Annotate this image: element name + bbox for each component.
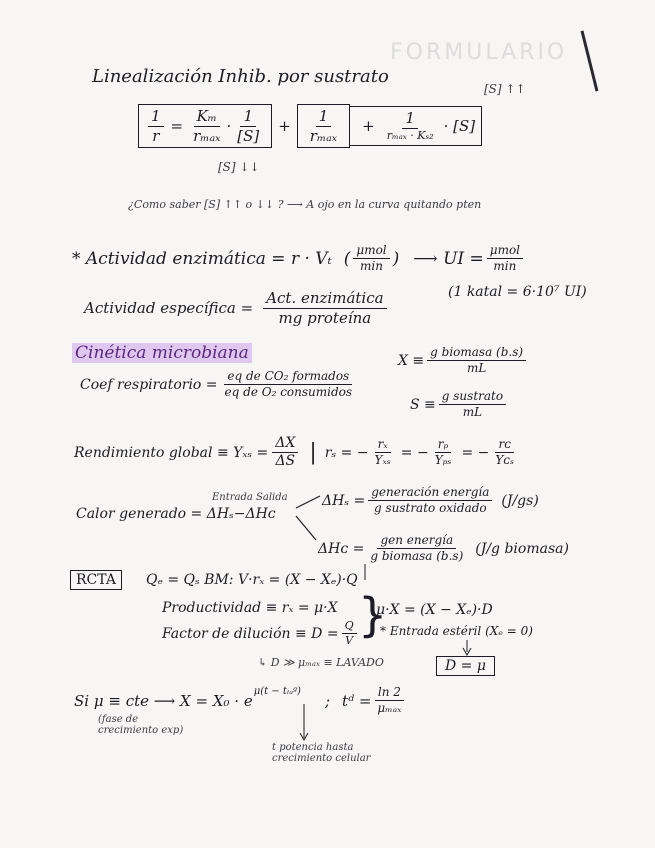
eq-dot: ·: [226, 117, 232, 135]
x-num: g biomasa (b.s): [427, 346, 526, 361]
si-lhs: Si μ ≡ cte ⟶ X = X₀ · e: [74, 691, 253, 710]
eq-s: [S]: [237, 126, 260, 145]
rc: rᴄ: [495, 438, 513, 453]
especifica-lhs: Actividad específica =: [84, 299, 254, 317]
entrada-salida-labels: Entrada Salida: [212, 492, 288, 503]
tlag-note: t potencia hasta crecimiento celular: [272, 742, 371, 764]
delta-hs-den: g sustrato oxidado: [373, 501, 487, 516]
s-num: g sustrato: [439, 390, 506, 405]
rendimiento-global: Rendimiento global ≡ Yₓₛ = $\frac{\Delta X}{\Delta S}$ | rₛ = − $\frac{\text{rₓ}}{\text{Yₓₛ}}$ = − $\frac{\text{rₚ}}{\text{Yₚₛ}}$ = − $\frac{\text{rᴄ}}{\text{Yᴄₛ}}$: [74, 436, 520, 470]
eq-times-s: · [S]: [443, 117, 476, 135]
eq-one-3: 1: [402, 110, 418, 129]
eq-one-2: 1: [316, 108, 332, 127]
productividad: Productividad ≡ rₓ = μ·X: [162, 600, 338, 616]
td-lhs: tᵈ =: [342, 691, 372, 710]
eq-one: 1: [240, 108, 256, 127]
delta-s: ΔS: [275, 453, 296, 470]
delta-hs-lhs: ΔHₛ =: [322, 492, 366, 509]
rcta-rhs-1: μ·X = (X − Xₑ)·D: [376, 602, 493, 618]
coef-den: eq de O₂ consumidos: [224, 385, 353, 400]
yxs: Yₓₛ: [374, 453, 391, 468]
ycs: Yᴄₛ: [495, 453, 515, 468]
rcta-rhs-2: * Entrada estéril (Xₑ = 0): [380, 624, 533, 638]
rendimiento-lhs: Rendimiento global ≡ Yₓₛ =: [74, 444, 269, 461]
eq-km: Kₘ: [194, 108, 220, 127]
rx: rₓ: [375, 438, 391, 453]
rp: rₚ: [435, 438, 452, 453]
calor-generado: Calor generado = ΔHₛ−ΔHᴄ: [76, 506, 276, 522]
dilucion-lhs: Factor de dilución ≡ D =: [162, 625, 339, 642]
s-den: mL: [462, 405, 483, 420]
si-semicolon: ;: [324, 691, 331, 710]
delta-hs-num: generación energía: [368, 486, 492, 501]
delta-hc-num: gen energía: [377, 534, 456, 549]
eq-rmax-ks2: rₘₐₓ · Kₛ₂: [386, 128, 434, 142]
unit-min: min: [360, 259, 383, 274]
factor-dilucion: [162, 620, 360, 647]
delta-hc-lhs: ΔHᴄ =: [318, 540, 365, 557]
cinetica-highlight: Cinética microbiana: [72, 343, 252, 363]
rcta-label: RCTA: [70, 570, 122, 590]
exponential-growth: [74, 686, 407, 715]
lavado-note: ↳ D ≫ μₘₐₓ ≡ LAVADO: [258, 656, 384, 669]
s-down-label: [S] ↓↓: [218, 160, 260, 174]
eq-plus-2: +: [362, 117, 375, 135]
question-text: ¿Como saber [S] ↑↑ o ↓↓ ? ⟶ A ojo en la curva quitando pten: [128, 198, 482, 211]
delta-hs-unit: (J/gs): [501, 492, 539, 509]
delta-hc-den: g biomasa (b.s): [370, 549, 464, 564]
rcta-brace: }: [358, 588, 388, 642]
eq-lhs-den: r: [152, 126, 160, 145]
eq-lhs-num: 1: [148, 108, 164, 127]
rcta-balance: Qₑ = Qₛ BM: V·rₓ = (X − Xₑ)·Q: [146, 572, 358, 588]
s-up-label: [S] ↑↑: [484, 82, 526, 96]
rcta-result: D = μ: [436, 656, 495, 676]
eq-rmax-1: rₘₐₓ: [193, 126, 221, 145]
dilucion-v: V: [345, 634, 354, 648]
si-exponent: μ(t − tₗₐᵍ): [253, 686, 301, 697]
td-den: μₘₐₓ: [377, 701, 402, 716]
ui-lhs: ⟶ UI =: [413, 248, 484, 269]
coef-lhs: Coef respiratorio =: [80, 376, 218, 393]
actividad-lhs: * Actividad enzimática = r · Vₜ: [72, 248, 332, 269]
eq-rmax-2: rₘₐₓ: [309, 126, 338, 145]
delta-hc-unit: (J/g biomasa): [475, 540, 569, 557]
eq-equals: =: [170, 117, 184, 135]
ui-min: min: [493, 259, 517, 274]
eq-plus-1: +: [278, 117, 291, 135]
actividad-enzimatica: * Actividad enzimática = r · Vₜ ( $\frac{\text{μmol}}{\min}$ ) ⟶ UI = $\frac{\text{μmol}}{\min}$: [72, 244, 526, 273]
especifica-den: mg proteína: [278, 308, 372, 327]
x-lhs: X ≡: [398, 352, 425, 369]
especifica-num: Act. enzimática: [263, 290, 386, 309]
fase-note: (fase de crecimiento exp): [98, 714, 184, 736]
dilucion-q: Q: [342, 620, 357, 634]
ui-umol: μmol: [487, 244, 523, 259]
yps: Yₚₛ: [434, 453, 452, 468]
coef-num: eq de CO₂ formados: [224, 370, 352, 385]
delta-x: ΔX: [272, 436, 298, 453]
td-num: ln 2: [375, 686, 404, 701]
rs-lhs: rₛ = −: [324, 444, 369, 461]
bleed-through-text: FORMULARIO: [390, 40, 568, 65]
x-den: mL: [466, 361, 487, 376]
page-title: Linealización Inhib. por sustrato: [92, 66, 389, 87]
rs-eq3: = −: [461, 444, 490, 461]
katal-note: (1 katal = 6·10⁷ UI): [448, 284, 587, 300]
s-lhs: S ≡: [410, 396, 436, 413]
unit-umol: μmol: [353, 244, 389, 259]
rs-eq2: = −: [400, 444, 429, 461]
